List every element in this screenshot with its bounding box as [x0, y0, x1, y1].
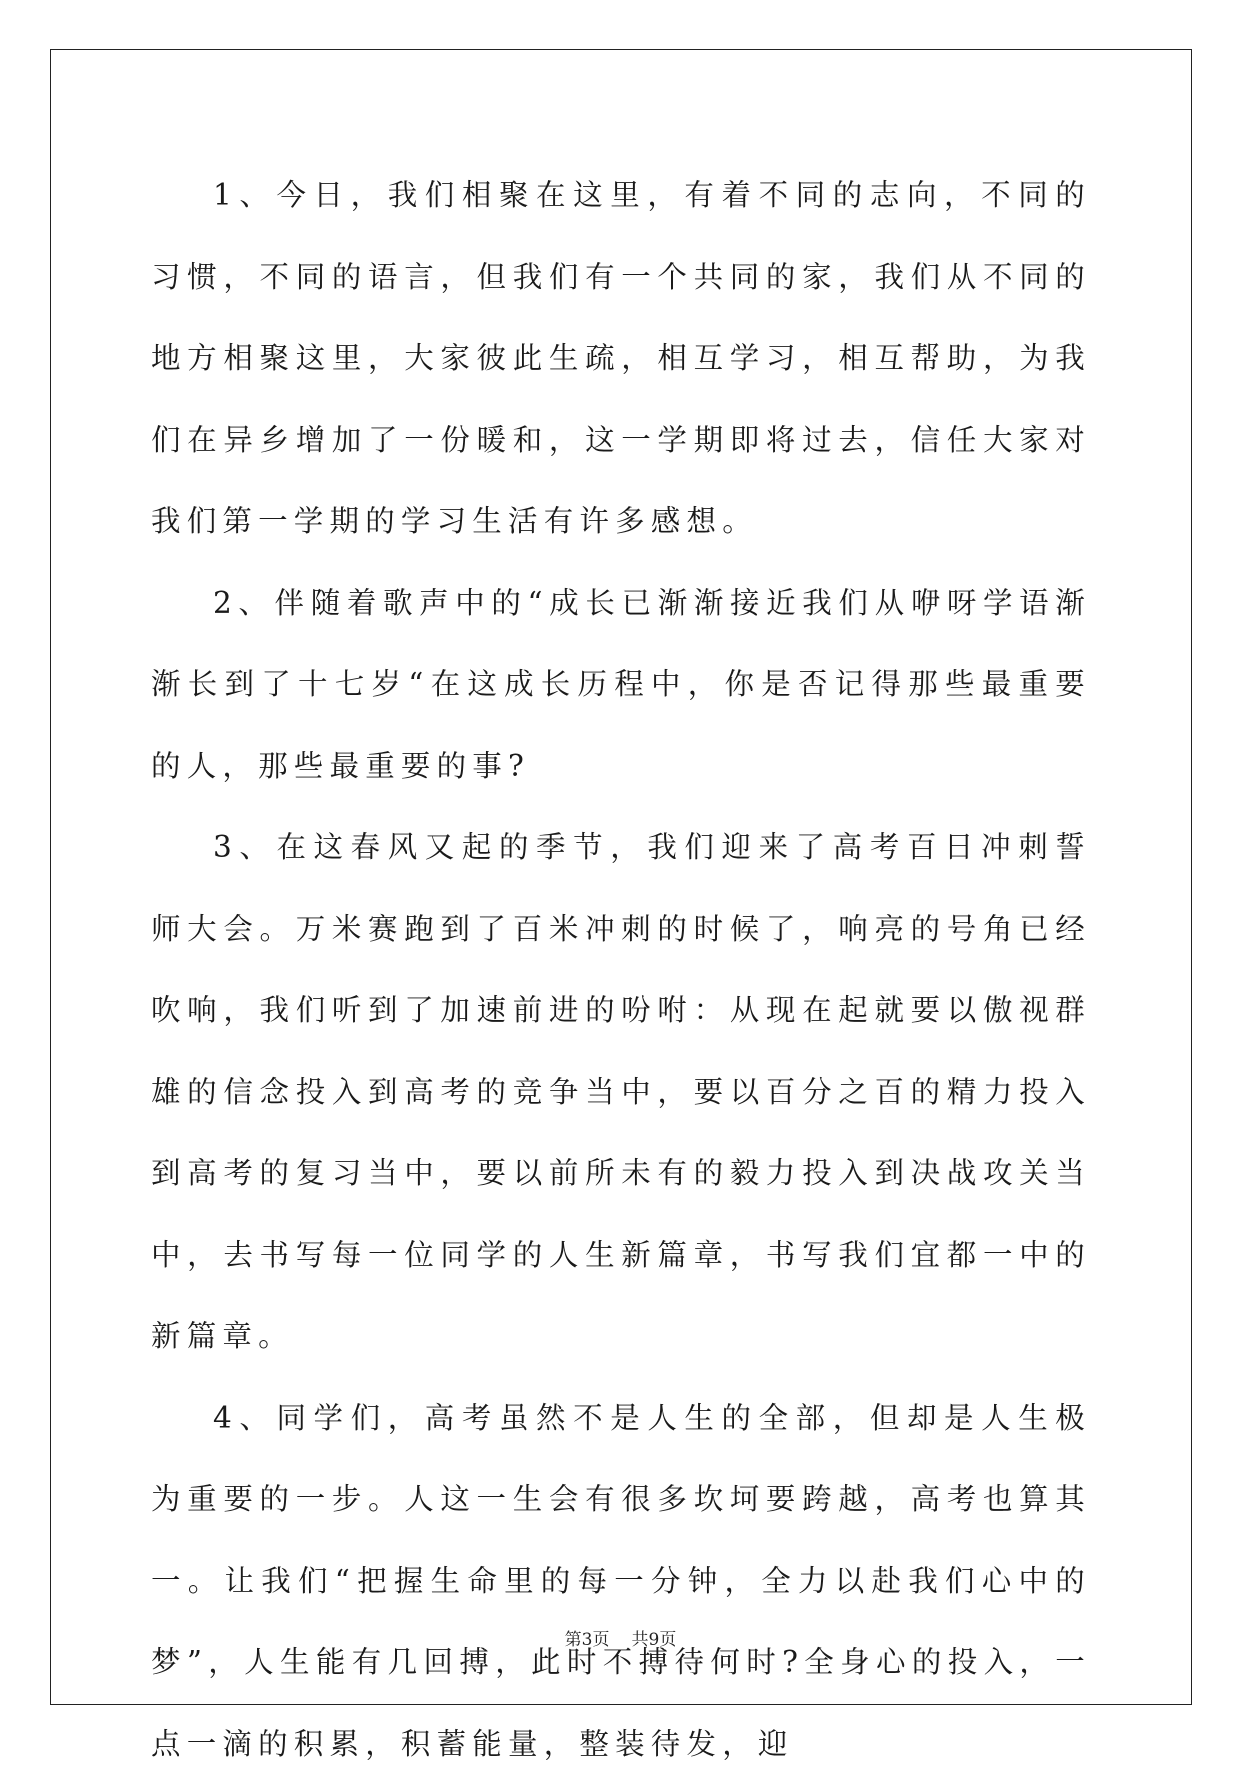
page-footer	[0, 1625, 1241, 1650]
paragraph-2: 2、伴随着歌声中的“成长已渐渐接近我们从咿呀学语渐渐长到了十七岁“在这成长历程中，你是否记得那些最重要的人，那些最重要的事?	[151, 563, 1091, 808]
page-number-total: 共9页	[632, 1630, 677, 1650]
page-number-current: 第3页	[565, 1630, 610, 1650]
paragraph-1: 1、今日，我们相聚在这里，有着不同的志向，不同的习惯，不同的语言，但我们有一个共同的家，我们从不同的地方相聚这里，大家彼此生疏，相互学习，相互帮助，为我们在异乡增加了一份暖和，这一学期即将过去，信任大家对我们第一学期的学习生活有许多感想。	[151, 155, 1091, 563]
paragraph-4: 4、同学们，高考虽然不是人生的全部，但却是人生极为重要的一步。人这一生会有很多坎坷要跨越，高考也算其一。让我们“把握生命里的每一分钟，全力以赴我们心中的梦”，人生能有几回搏，此时不搏待何时?全身心的投入，一点一滴的积累，积蓄能量，整装待发，迎	[151, 1378, 1091, 1785]
paragraph-3: 3、在这春风又起的季节，我们迎来了高考百日冲刺誓师大会。万米赛跑到了百米冲刺的时候了，响亮的号角已经吹响，我们听到了加速前进的吩咐：从现在起就要以傲视群雄的信念投入到高考的竞争当中，要以百分之百的精力投入到高考的复习当中，要以前所未有的毅力投入到决战攻关当中，去书写每一位同学的人生新篇章，书写我们宜都一中的新篇章。	[151, 807, 1091, 1378]
document-body	[151, 155, 1091, 1785]
